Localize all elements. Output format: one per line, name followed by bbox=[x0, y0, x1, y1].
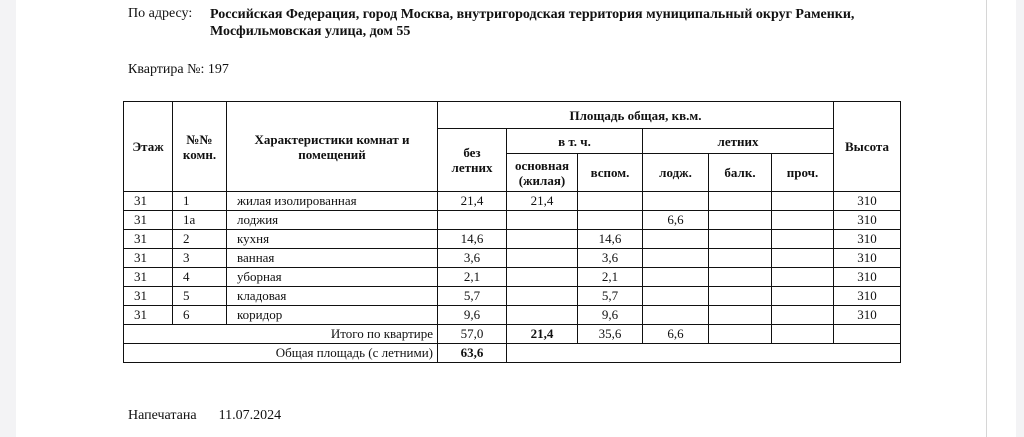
area-label: Общая площадь (с летними) bbox=[124, 344, 438, 363]
table-row bbox=[124, 211, 901, 230]
cell-loggia bbox=[643, 287, 709, 306]
header-characteristics: Характеристики комнат и помещений bbox=[227, 102, 438, 192]
cell-room: 6 bbox=[173, 306, 227, 325]
cell-total: 5,7 bbox=[438, 287, 507, 306]
header-room-no: №№ комн. bbox=[173, 102, 227, 192]
table-row bbox=[124, 249, 901, 268]
cell-name: коридор bbox=[227, 306, 438, 325]
total-without-summer: 57,0 bbox=[438, 325, 507, 344]
total-aux: 35,6 bbox=[578, 325, 643, 344]
header-height: Высота bbox=[834, 102, 901, 192]
header-area-total: Площадь общая, кв.м. bbox=[438, 102, 834, 129]
cell-floor: 31 bbox=[124, 287, 173, 306]
cell-aux bbox=[578, 211, 643, 230]
header-without-summer: без летних bbox=[438, 129, 507, 192]
cell-main: 21,4 bbox=[507, 192, 578, 211]
flat-number: Квартира №: 197 bbox=[128, 62, 229, 77]
cell-total bbox=[438, 211, 507, 230]
cell-height: 310 bbox=[834, 249, 901, 268]
printed-date: 11.07.2024 bbox=[218, 408, 282, 423]
address-line-1: Российская Федерация, город Москва, внутригородская территория муниципальный округ Раменки, bbox=[210, 7, 855, 22]
header-summer: летних bbox=[643, 129, 834, 154]
cell-total: 3,6 bbox=[438, 249, 507, 268]
cell-floor: 31 bbox=[124, 306, 173, 325]
header-row-1 bbox=[124, 102, 901, 129]
cell-main bbox=[507, 306, 578, 325]
area-empty bbox=[507, 344, 901, 363]
cell-height: 310 bbox=[834, 306, 901, 325]
cell-total: 21,4 bbox=[438, 192, 507, 211]
cell-aux: 14,6 bbox=[578, 230, 643, 249]
cell-main bbox=[507, 230, 578, 249]
cell-other bbox=[772, 268, 834, 287]
cell-other bbox=[772, 249, 834, 268]
area-table bbox=[123, 101, 901, 363]
area-row bbox=[124, 344, 901, 363]
table-row bbox=[124, 192, 901, 211]
cell-balcony bbox=[709, 268, 772, 287]
address-label: По адресу: bbox=[128, 6, 193, 21]
cell-aux bbox=[578, 192, 643, 211]
cell-balcony bbox=[709, 287, 772, 306]
total-other bbox=[772, 325, 834, 344]
total-balcony bbox=[709, 325, 772, 344]
cell-loggia bbox=[643, 268, 709, 287]
cell-total: 14,6 bbox=[438, 230, 507, 249]
cell-room: 2 bbox=[173, 230, 227, 249]
cell-name: кладовая bbox=[227, 287, 438, 306]
address-line-2: Мосфильмовская улица, дом 55 bbox=[210, 24, 411, 39]
cell-main bbox=[507, 211, 578, 230]
cell-loggia: 6,6 bbox=[643, 211, 709, 230]
cell-total: 9,6 bbox=[438, 306, 507, 325]
header-other: проч. bbox=[772, 154, 834, 192]
cell-aux: 3,6 bbox=[578, 249, 643, 268]
header-floor: Этаж bbox=[124, 102, 173, 192]
cell-loggia bbox=[643, 230, 709, 249]
cell-name: жилая изолированная bbox=[227, 192, 438, 211]
address-value bbox=[210, 6, 890, 40]
cell-floor: 31 bbox=[124, 211, 173, 230]
cell-aux: 5,7 bbox=[578, 287, 643, 306]
cell-name: уборная bbox=[227, 268, 438, 287]
cell-height: 310 bbox=[834, 287, 901, 306]
printed-line bbox=[128, 408, 281, 424]
cell-total: 2,1 bbox=[438, 268, 507, 287]
cell-loggia bbox=[643, 192, 709, 211]
cell-other bbox=[772, 192, 834, 211]
cell-room: 1 bbox=[173, 192, 227, 211]
cell-name: кухня bbox=[227, 230, 438, 249]
cell-room: 1а bbox=[173, 211, 227, 230]
cell-floor: 31 bbox=[124, 249, 173, 268]
cell-room: 5 bbox=[173, 287, 227, 306]
cell-height: 310 bbox=[834, 192, 901, 211]
header-aux: вспом. bbox=[578, 154, 643, 192]
area-value: 63,6 bbox=[438, 344, 507, 363]
cell-name: лоджия bbox=[227, 211, 438, 230]
cell-height: 310 bbox=[834, 211, 901, 230]
cell-floor: 31 bbox=[124, 192, 173, 211]
cell-main bbox=[507, 249, 578, 268]
cell-room: 3 bbox=[173, 249, 227, 268]
table-row bbox=[124, 287, 901, 306]
table-row bbox=[124, 306, 901, 325]
page-edge bbox=[986, 0, 987, 437]
header-main: основная (жилая) bbox=[507, 154, 578, 192]
total-loggia: 6,6 bbox=[643, 325, 709, 344]
total-main: 21,4 bbox=[507, 325, 578, 344]
cell-balcony bbox=[709, 230, 772, 249]
total-label: Итого по квартире bbox=[124, 325, 438, 344]
cell-room: 4 bbox=[173, 268, 227, 287]
cell-balcony bbox=[709, 306, 772, 325]
header-including: в т. ч. bbox=[507, 129, 643, 154]
total-row bbox=[124, 325, 901, 344]
cell-loggia bbox=[643, 306, 709, 325]
cell-balcony bbox=[709, 192, 772, 211]
cell-balcony bbox=[709, 249, 772, 268]
cell-loggia bbox=[643, 249, 709, 268]
cell-floor: 31 bbox=[124, 230, 173, 249]
cell-main bbox=[507, 268, 578, 287]
cell-other bbox=[772, 306, 834, 325]
header-loggia: лодж. bbox=[643, 154, 709, 192]
cell-other bbox=[772, 287, 834, 306]
cell-main bbox=[507, 287, 578, 306]
cell-name: ванная bbox=[227, 249, 438, 268]
cell-height: 310 bbox=[834, 268, 901, 287]
cell-height: 310 bbox=[834, 230, 901, 249]
table-row bbox=[124, 268, 901, 287]
table-row bbox=[124, 230, 901, 249]
cell-aux: 9,6 bbox=[578, 306, 643, 325]
cell-other bbox=[772, 211, 834, 230]
cell-other bbox=[772, 230, 834, 249]
header-balcony: балк. bbox=[709, 154, 772, 192]
cell-balcony bbox=[709, 211, 772, 230]
total-height bbox=[834, 325, 901, 344]
cell-floor: 31 bbox=[124, 268, 173, 287]
cell-aux: 2,1 bbox=[578, 268, 643, 287]
printed-label: Напечатана bbox=[128, 408, 197, 423]
